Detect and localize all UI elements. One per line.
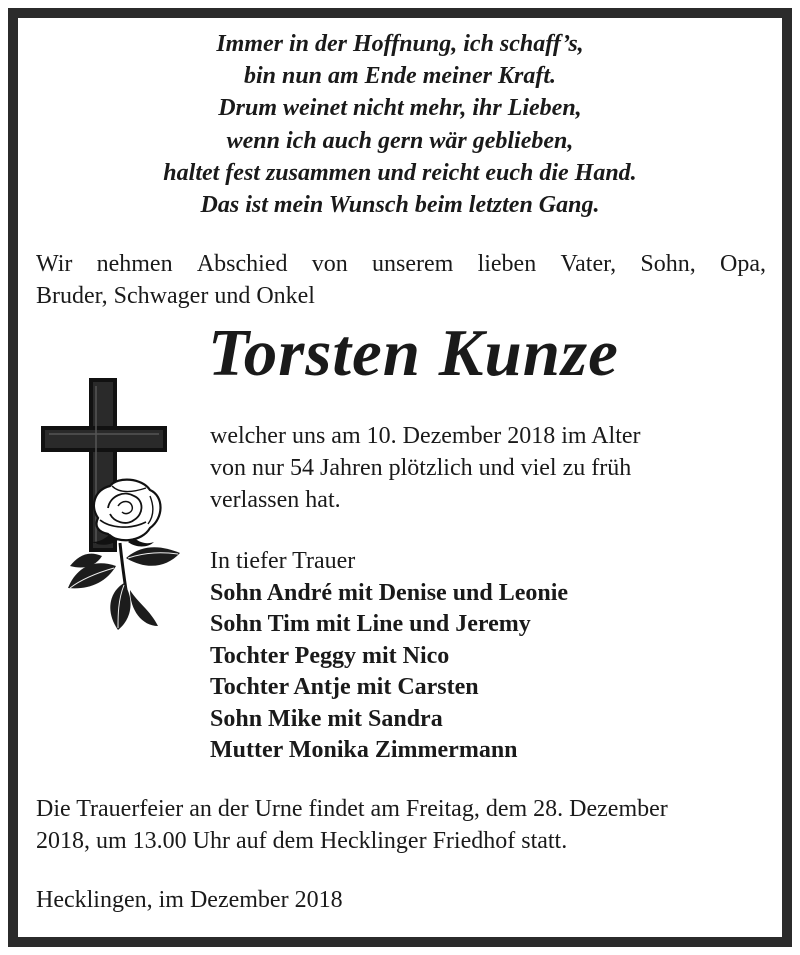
intro-line-2: Bruder, Schwager und Onkel xyxy=(36,283,315,309)
intro-word: Wir xyxy=(36,251,73,277)
intro-word: lieben xyxy=(477,251,537,277)
place-and-date: Hecklingen, im Dezember 2018 xyxy=(36,887,343,913)
details-line: welcher uns am 10. Dezember 2018 im Alter xyxy=(210,423,641,449)
details-line: verlassen hat. xyxy=(210,487,341,513)
death-details xyxy=(210,420,641,516)
poem-line: Drum weinet nicht mehr, ihr Lieben, xyxy=(218,95,582,122)
deceased-name: Torsten Kunze xyxy=(208,316,619,390)
mourning-label: In tiefer Trauer xyxy=(210,548,356,574)
poem-line: wenn ich auch gern wär geblieben, xyxy=(226,127,574,154)
intro-word: Sohn, xyxy=(640,251,696,277)
poem-line: Das ist mein Wunsch beim letzten Gang. xyxy=(200,192,600,219)
funeral-ceremony-info xyxy=(36,793,776,857)
mourner-entry: Mutter Monika Zimmermann xyxy=(210,737,518,763)
details-line: von nur 54 Jahren plötzlich und viel zu früh xyxy=(210,455,632,481)
intro-word: nehmen xyxy=(96,251,173,277)
mourner-entry: Sohn Mike mit Sandra xyxy=(210,705,443,732)
poem-line: bin nun am Ende meiner Kraft. xyxy=(243,63,557,90)
intro-word: von xyxy=(311,251,348,277)
ceremony-line: 2018, um 13.00 Uhr auf dem Hecklinger Friedhof statt. xyxy=(36,828,568,854)
cross-with-rose-icon xyxy=(38,378,188,636)
mourner-entry: Sohn André mit Denise und Leonie xyxy=(210,579,569,606)
intro-word: Abschied xyxy=(196,251,288,277)
farewell-intro xyxy=(36,248,766,312)
poem-line: haltet fest zusammen und reicht euch die Hand. xyxy=(163,159,637,186)
mourners-block xyxy=(210,546,568,767)
ceremony-line: Die Trauerfeier an der Urne findet am Freitag, dem 28. Dezember xyxy=(36,796,668,822)
intro-word: unserem xyxy=(372,251,454,277)
mourner-entry: Tochter Peggy mit Nico xyxy=(210,642,450,669)
poem-line: Immer in der Hoffnung, ich schaff’s, xyxy=(216,31,584,57)
mourner-entry: Tochter Antje mit Carsten xyxy=(210,674,479,700)
mourner-entry: Sohn Tim mit Line und Jeremy xyxy=(210,611,531,637)
intro-line-1 xyxy=(36,248,766,280)
intro-word: Opa, xyxy=(720,251,766,277)
rose-icon xyxy=(68,480,180,630)
intro-word: Vater, xyxy=(560,251,617,277)
memorial-poem xyxy=(0,28,800,221)
